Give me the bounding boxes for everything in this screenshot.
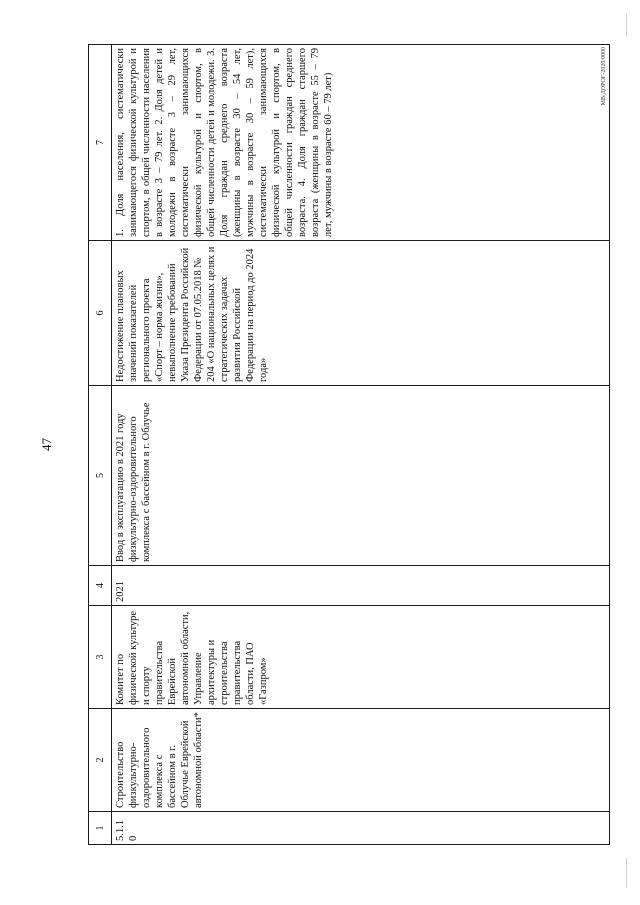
page-number: 47 <box>39 438 54 451</box>
header-col-2: 2 <box>89 709 112 812</box>
header-row <box>89 45 112 845</box>
header-col-5: 5 <box>89 386 112 566</box>
margin-mark-top <box>626 14 627 36</box>
plan-table <box>88 44 610 845</box>
cell-indicators <box>112 45 610 241</box>
cell-year: 2021 <box>112 566 610 606</box>
indicators-text: 1. Доля населения, систематически занимающегося физической культурой и спортом, в общей численности населения в возрасте 3 – 79 лет. 2. Доля детей и молодежи в возрасте 3 – 29 лет, систематически занимающихся физической культурой и спортом, в общей численности детей и молодежи. 3. Доля граждан среднего возраста (женщины в возрасте 30 – 54 лет, мужчины в возрасте 30 – 59 лет), систематически занимающихся физической культурой и спортом, в общей численности граждан среднего возраста. 4. Доля граждан старшего возраста (женщины в возрасте 55 – 79 лет, мужчины в возрасте 60 – 79 лет) <box>115 48 334 237</box>
cell-executor: Комитет по физической культуре и спорту правительства Еврейской автономной области, Управление архитектуры и строительства правительства области, ПАО «Газпром» <box>112 606 610 709</box>
header-col-3: 3 <box>89 606 112 709</box>
header-col-7: 7 <box>89 45 112 241</box>
header-col-6: 6 <box>89 241 112 386</box>
header-col-4: 4 <box>89 566 112 606</box>
cell-row-id: 5.1.10 <box>112 812 610 845</box>
cell-event-name: Строительство физкультурно-оздоровительного комплекса с бассейном в г. Облучье Еврейской автономной области* <box>112 709 610 812</box>
rotated-table-wrapper <box>88 45 610 845</box>
doc-code: МВ/ДОРОГ-2020/0000 <box>601 47 607 106</box>
margin-mark-bottom <box>626 858 627 888</box>
cell-expected-result: Ввод в эксплуатацию в 2021 году физкультурно-оздоровительного комплекса с бассейном в г. Облучье <box>112 386 610 566</box>
cell-risk: Недостижение плановых значений показателей регионального проекта «Спорт – норма жизни», невыполнение требований Указа Президента Российской Федерации от 07.05.2018 № 204 «О национальных целях и стратегических задачах развития Российской Федерации на период до 2024 года» <box>112 241 610 386</box>
header-col-1: 1 <box>89 812 112 845</box>
table-row <box>112 45 610 845</box>
